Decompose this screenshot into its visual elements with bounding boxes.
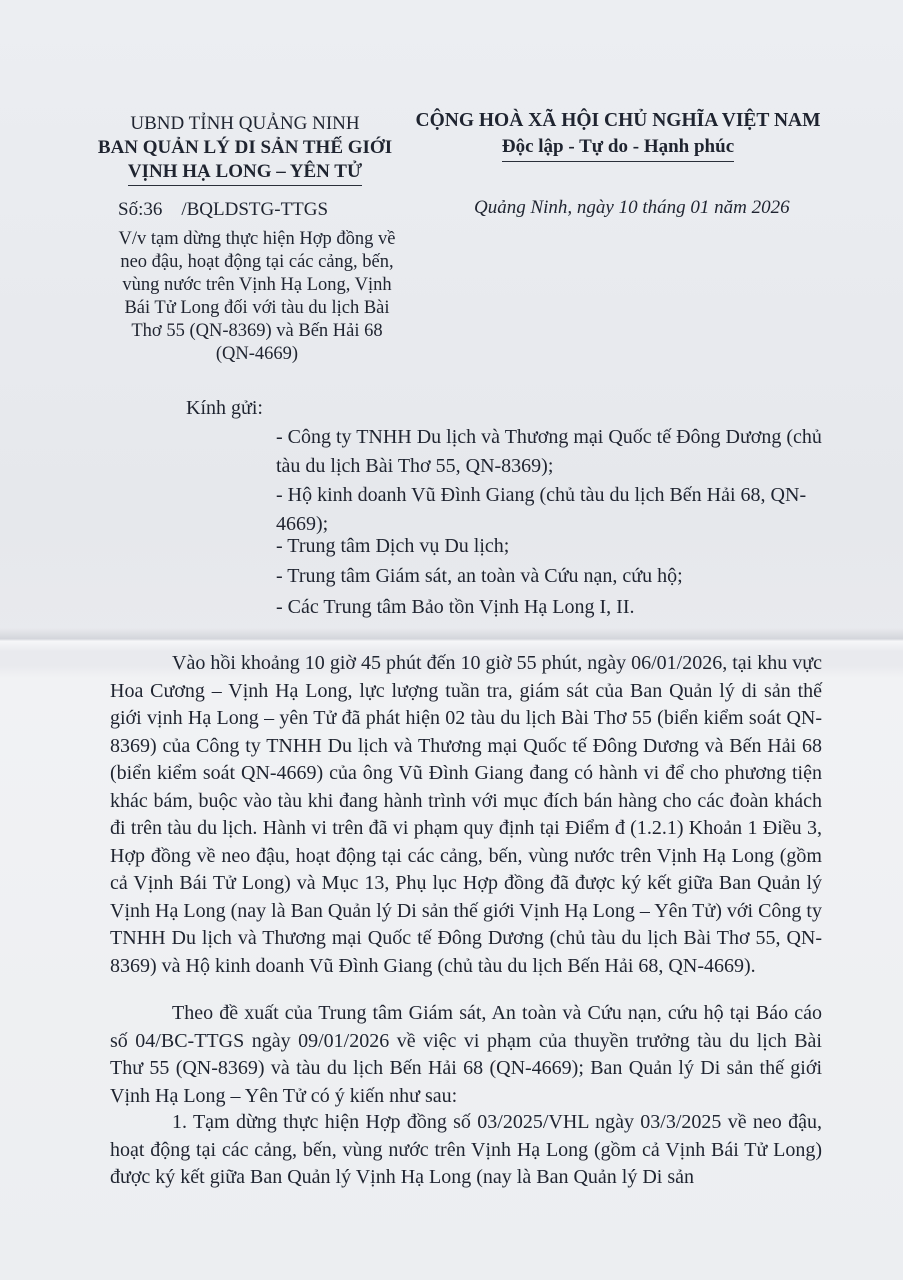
recipient-item: - Công ty TNHH Du lịch và Thương mại Quốc tế Đông Dương (chủ tàu du lịch Bài Thơ 55, QN-8369); — [276, 426, 822, 477]
doc-number-value: 36 — [143, 199, 163, 220]
doc-number-prefix: Số: — [118, 199, 144, 220]
recipient-item: - Các Trung tâm Bảo tồn Vịnh Hạ Long I, II. — [276, 596, 635, 618]
agency-line-1: UBND TỈNH QUẢNG NINH — [130, 113, 360, 134]
subject-line: (QN-4669) — [215, 344, 299, 364]
agency-line-2: BAN QUẢN LÝ DI SẢN THẾ GIỚI — [97, 137, 393, 158]
agency-line-3: VỊNH HẠ LONG – YÊN TỬ — [128, 160, 362, 186]
issuing-agency-header — [70, 112, 420, 186]
body-paragraph: Vào hồi khoảng 10 giờ 45 phút đến 10 giờ 55 phút, ngày 06/01/2026, tại khu vực Hoa Cương – Vịnh Hạ Long, lực lượng tuần tra, giám sát của Ban Quản lý di sản thế giới vịnh Hạ Long – yên Tử đã phát hiện 02 tàu du lịch Bài Thơ 55 (biển kiểm soát QN-8369) của Công ty TNHH Du lịch và Thương mại Quốc tế Đông Dương và Bến Hải 68 (biển kiểm soát QN-4669) của ông Vũ Đình Giang đang có hành vi để cho phương tiện khác bám, buộc vào tàu khi đang hành trình với mục đích bán hàng cho các đoàn khách đi trên tàu du lịch. Hành vi trên đã vi phạm quy định tại Điểm đ (1.2.1) Khoản 1 Điều 3, Hợp đồng về neo đậu, hoạt động tại các cảng, bến, vùng nước trên Vịnh Hạ Long (gồm cả Vịnh Bái Tử Long) và Mục 13, Phụ lục Hợp đồng đã được ký kết giữa Ban Quản lý Vịnh Hạ Long (nay là Ban Quản lý Di sản thế giới Vịnh Hạ Long – Yên Tử) với Công ty TNHH Du lịch và Thương mại Quốc tế Đông Dương (chủ tàu du lịch Bài Thơ 55, QN-8369) và Hộ kinh doanh Vũ Đình Giang (chủ tàu du lịch Bến Hải 68, QN-4669). — [110, 652, 822, 977]
subject-line: neo đậu, hoạt động tại các cảng, bến, — [120, 252, 394, 272]
body-paragraph: 1. Tạm dừng thực hiện Hợp đồng số 03/2025/VHL ngày 03/3/2025 về neo đậu, hoạt động tại các cảng, bến, vùng nước trên Vịnh Hạ Long (gồm cả Vịnh Bái Tử Long) được ký kết giữa Ban Quản lý Vịnh Hạ Long (nay là Ban Quản lý Di sản — [110, 1111, 822, 1188]
subject-line: Bái Tử Long đối với tàu du lịch Bài — [124, 298, 390, 318]
subject-summary — [92, 228, 422, 366]
national-title: CỘNG HOÀ XÃ HỘI CHỦ NGHĨA VIỆT NAM — [415, 110, 821, 131]
subject-line: vùng nước trên Vịnh Hạ Long, Vịnh — [122, 275, 392, 295]
national-header — [408, 108, 828, 162]
salutation: Kính gửi: — [186, 397, 263, 419]
recipient-item: - Trung tâm Dịch vụ Du lịch; — [276, 535, 510, 557]
doc-number-suffix: /BQLDSTG-TTGS — [181, 199, 329, 220]
body-paragraph: Theo đề xuất của Trung tâm Giám sát, An toàn và Cứu nạn, cứu hộ tại Báo cáo số 04/BC-TTGS ngày 09/01/2026 về việc vi phạm của thuyền trưởng tàu du lịch Bài Thư 55 (QN-8369) và tàu du lịch Bến Hải 68 (QN-4669); Ban Quản lý Di sản thế giới Vịnh Hạ Long – Yên Tử có ý kiến như sau: — [110, 1002, 822, 1107]
subject-line: Thơ 55 (QN-8369) và Bến Hải 68 — [131, 321, 383, 341]
recipient-item: - Trung tâm Giám sát, an toàn và Cứu nạn, cứu hộ; — [276, 565, 683, 587]
recipient-item: - Hộ kinh doanh Vũ Đình Giang (chủ tàu du lịch Bến Hải 68, QN-4669); — [276, 484, 807, 535]
place-date: Quảng Ninh, ngày 10 tháng 01 năm 2026 — [474, 197, 790, 218]
subject-line: V/v tạm dừng thực hiện Hợp đồng về — [118, 229, 396, 249]
paper-fold — [0, 628, 903, 652]
national-motto: Độc lập - Tự do - Hạnh phúc — [502, 134, 734, 162]
document-number — [118, 199, 328, 221]
